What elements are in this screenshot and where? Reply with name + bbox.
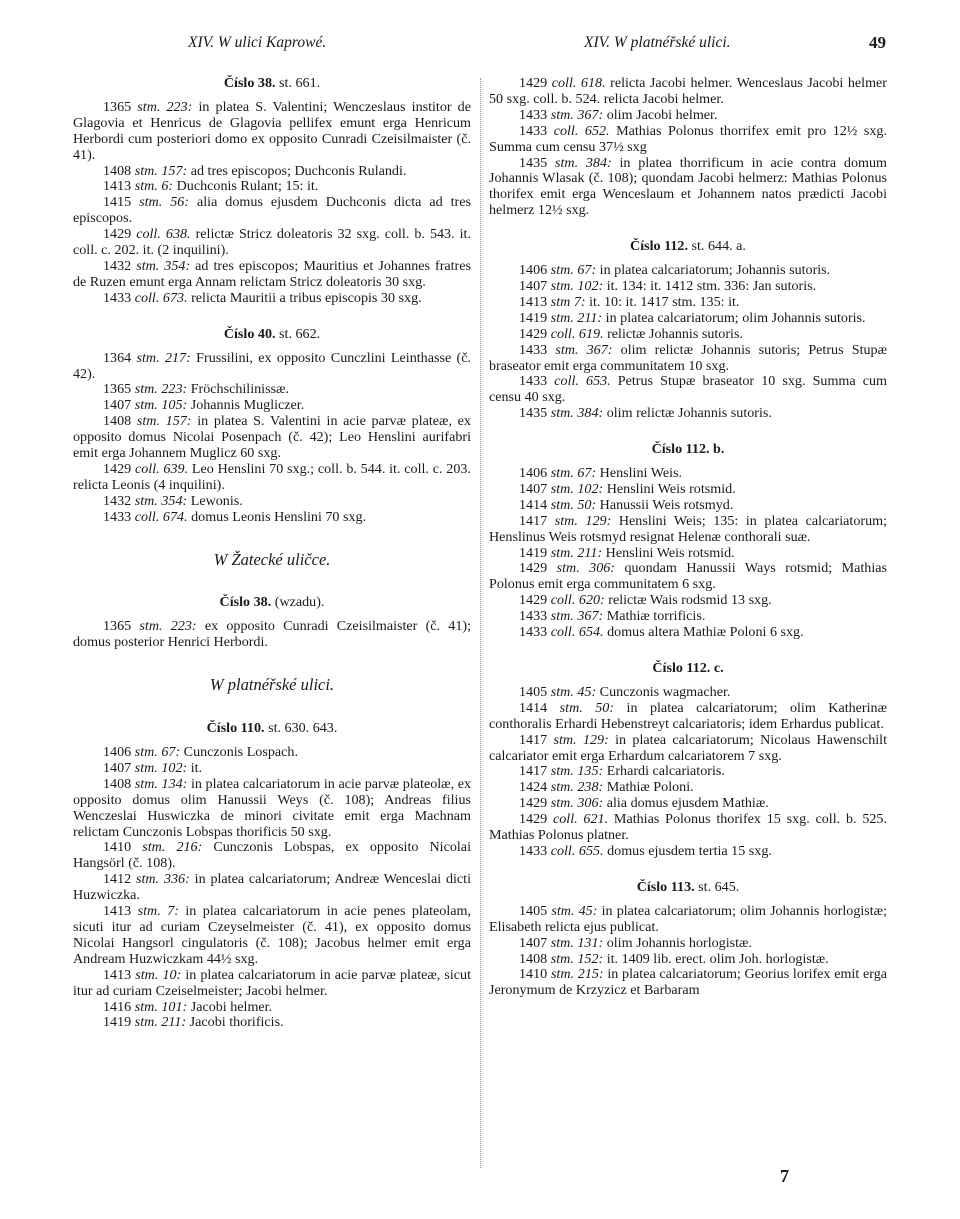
entry-text: Mathias Polonus thorrifex emit pro 12½ sxg. Summa cum censu 37½ sxg bbox=[489, 122, 887, 155]
record-entry bbox=[489, 593, 887, 609]
entry-reference: stm. 211: bbox=[134, 1014, 187, 1031]
entry-reference: stm. 50: bbox=[559, 699, 615, 716]
entry-text: in platea S. Valentini; Wenczeslaus institor de Glagovia et Henricus de Glagovia pellifex emunt erga Henricum Herbordi cum posteriori domo ex opposito Cunradi Czeisilmaister (č. 41). bbox=[73, 98, 471, 163]
entry-text: it. 10: it. 1417 stm. 135: it. bbox=[589, 293, 740, 310]
record-entry bbox=[73, 745, 471, 761]
entry-year: 1407 bbox=[103, 397, 132, 414]
street-heading: W platnéřské ulici. bbox=[209, 675, 335, 695]
entry-year: 1433 bbox=[103, 508, 132, 525]
entry-reference: coll. 652. bbox=[553, 122, 610, 139]
record-entry bbox=[489, 108, 887, 124]
entry-text: olim Johannis horlogistæ. bbox=[606, 934, 752, 951]
entry-reference: stm. 101: bbox=[134, 998, 188, 1015]
section-number: Číslo 40. bbox=[223, 325, 276, 342]
entry-text: in platea calcariatorum in acie parvæ plateæ, sicut itur ad curiam Czeiselmeister; Jacobi helmer. bbox=[73, 966, 471, 999]
entry-reference: stm. 238: bbox=[550, 779, 604, 796]
entry-text: alia domus ejusdem Mathiæ. bbox=[606, 795, 769, 812]
entry-text: domus ejusdem tertia 15 sxg. bbox=[607, 842, 772, 859]
entry-text: relictæ Stricz doleatoris 32 sxg. coll. b. 543. it. coll. c. 202. it. (2 inquilini). bbox=[73, 226, 471, 259]
entry-reference: stm. 6: bbox=[134, 178, 174, 195]
entry-year: 1415 bbox=[103, 194, 132, 211]
entry-reference: stm. 7: bbox=[137, 903, 179, 920]
record-entry bbox=[489, 701, 887, 733]
entry-reference: stm. 215: bbox=[550, 966, 604, 983]
entry-year: 1417 bbox=[519, 763, 548, 780]
section-suffix: st. 644. a. bbox=[691, 238, 746, 255]
section-heading bbox=[73, 721, 471, 737]
entry-year: 1413 bbox=[103, 903, 132, 920]
entry-text: Duchconis Rulant; 15: it. bbox=[176, 178, 319, 195]
entry-reference: coll. 674. bbox=[134, 508, 188, 525]
entry-year: 1414 bbox=[519, 496, 548, 513]
section-heading bbox=[489, 880, 887, 896]
record-entry bbox=[73, 494, 471, 510]
record-entry bbox=[489, 952, 887, 968]
entry-year: 1406 bbox=[103, 744, 132, 760]
record-entry bbox=[489, 76, 887, 108]
record-entry bbox=[489, 796, 887, 812]
record-entry bbox=[73, 259, 471, 291]
record-entry bbox=[73, 1015, 471, 1031]
entry-year: 1410 bbox=[103, 839, 132, 856]
entry-year: 1365 bbox=[103, 618, 132, 635]
entry-year: 1433 bbox=[519, 373, 548, 390]
record-entry bbox=[489, 812, 887, 844]
entry-year: 1429 bbox=[519, 811, 548, 828]
entry-text: Mathias Polonus thorifex 15 sxg. coll. b. 525. Mathias Polonus platner. bbox=[489, 811, 887, 844]
record-entry bbox=[489, 514, 887, 546]
record-entry bbox=[489, 343, 887, 375]
entry-reference: stm. 50: bbox=[550, 496, 597, 513]
entry-year: 1419 bbox=[103, 1014, 132, 1031]
entry-year: 1414 bbox=[519, 699, 548, 716]
entry-year: 1406 bbox=[519, 465, 548, 482]
entry-year: 1433 bbox=[519, 842, 548, 859]
section-number: Číslo 112. bbox=[630, 238, 688, 255]
entry-year: 1408 bbox=[519, 950, 548, 967]
entry-year: 1429 bbox=[519, 75, 548, 91]
entry-reference: coll. 654. bbox=[550, 624, 604, 641]
record-entry bbox=[489, 733, 887, 765]
section-number: Číslo 112. b. bbox=[651, 441, 725, 458]
column-divider bbox=[480, 78, 481, 1168]
record-entry bbox=[489, 295, 887, 311]
entry-text: ex opposito Cunradi Czeisilmaister (č. 41); domus posterior Henrici Herbordi. bbox=[73, 618, 472, 651]
entry-text: in platea calcariatorum; olim Johannis sutoris. bbox=[605, 309, 866, 326]
entry-text: Mathiæ Poloni. bbox=[606, 779, 694, 796]
right-column bbox=[489, 76, 887, 999]
entry-year: 1410 bbox=[519, 966, 548, 983]
entry-text: in platea calcariatorum; Nicolaus Hawenschilt calcariator emit erga Erhardum calcariatorem 7 sxg. bbox=[489, 731, 887, 764]
section-suffix: st. 661. bbox=[279, 75, 321, 91]
entry-reference: stm. 223: bbox=[134, 381, 188, 398]
entry-year: 1429 bbox=[519, 592, 548, 609]
section-heading bbox=[73, 76, 471, 92]
record-entry bbox=[73, 164, 471, 180]
entry-year: 1413 bbox=[103, 178, 132, 195]
entry-year: 1416 bbox=[103, 998, 132, 1015]
entry-year: 1406 bbox=[519, 262, 548, 279]
entry-reference: stm. 216: bbox=[142, 839, 203, 856]
record-entry bbox=[73, 382, 471, 398]
record-entry bbox=[489, 546, 887, 562]
entry-reference: stm. 152: bbox=[550, 950, 604, 967]
section-heading bbox=[489, 442, 887, 458]
left-column bbox=[73, 76, 471, 1031]
entry-text: Cunczonis wagmacher. bbox=[599, 683, 731, 700]
entry-reference: stm. 45: bbox=[550, 683, 597, 700]
entry-text: in platea calcariatorum; olim Katherinæ conthoralis Erhardi Hebenstreyt calcariatoris; idem Erhardus publicat. bbox=[489, 699, 887, 732]
entry-year: 1429 bbox=[103, 460, 132, 477]
entry-text: ad tres episcopos; Mauritius et Johannes fratres de Ruzen emunt erga Annam relictam Stricz doleatoris 30 sxg. bbox=[73, 257, 471, 290]
record-entry bbox=[489, 327, 887, 343]
entry-year: 1419 bbox=[519, 544, 548, 561]
record-entry bbox=[73, 872, 471, 904]
section-suffix: (wzadu). bbox=[274, 594, 325, 611]
entry-year: 1433 bbox=[103, 289, 132, 306]
entry-year: 1364 bbox=[103, 349, 132, 366]
entry-text: Cunczonis Lospach. bbox=[183, 744, 298, 760]
entry-reference: stm. 336: bbox=[136, 871, 190, 888]
section-suffix: st. 662. bbox=[279, 325, 321, 342]
entry-reference: stm. 367: bbox=[550, 106, 604, 123]
entry-text: Leo Henslini 70 sxg.; coll. b. 544. it. coll. c. 203. relicta Leonis (4 inquilini). bbox=[73, 460, 471, 493]
entry-year: 1417 bbox=[519, 731, 548, 748]
entry-year: 1433 bbox=[519, 122, 548, 139]
entry-year: 1435 bbox=[519, 154, 548, 171]
entry-text: in platea calcariatorum; Johannis sutoris. bbox=[599, 262, 831, 279]
entry-reference: coll. 653. bbox=[554, 373, 611, 390]
entry-text: relictæ Johannis sutoris. bbox=[607, 325, 743, 342]
record-entry bbox=[73, 291, 471, 307]
entry-reference: stm. 135: bbox=[550, 763, 604, 780]
record-entry bbox=[489, 374, 887, 406]
entry-year: 1413 bbox=[519, 293, 548, 310]
entry-text: in platea S. Valentini in acie parvæ plateæ, ex opposito domus Nicolai Posenpach (č. 42); Leo Henslini aurifabri emit erga Johannem Muglicz 60 sxg. bbox=[73, 413, 471, 462]
record-entry bbox=[73, 619, 471, 651]
page-number: 49 bbox=[869, 33, 886, 52]
section-number: Číslo 110. bbox=[206, 720, 265, 737]
entry-text: it. 1409 lib. erect. olim Joh. horlogistæ. bbox=[606, 950, 829, 967]
record-entry bbox=[73, 761, 471, 777]
entry-text: Henslini Weis rotsmid. bbox=[606, 480, 736, 497]
entry-text: Erhardi calcariatoris. bbox=[606, 763, 725, 780]
entry-reference: coll. 639. bbox=[134, 460, 189, 477]
entry-reference: stm. 223: bbox=[139, 618, 197, 635]
record-entry bbox=[489, 406, 887, 422]
entry-year: 1419 bbox=[519, 309, 548, 326]
entry-reference: coll. 621. bbox=[552, 811, 609, 828]
entry-reference: coll. 618. bbox=[551, 75, 606, 91]
record-entry bbox=[73, 840, 471, 872]
section-number: Číslo 38. bbox=[219, 594, 272, 611]
entry-text: relictæ Wais rodsmid 13 sxg. bbox=[608, 592, 772, 609]
record-entry bbox=[73, 968, 471, 1000]
running-header bbox=[0, 34, 960, 58]
entry-year: 1408 bbox=[103, 162, 132, 179]
entry-text: alia domus ejusdem Duchconis dicta ad tres episcopos. bbox=[73, 194, 471, 227]
record-entry bbox=[489, 498, 887, 514]
entry-reference: stm. 10: bbox=[135, 966, 182, 983]
entry-reference: coll. 620: bbox=[550, 592, 605, 609]
section-heading bbox=[73, 595, 471, 611]
entry-reference: coll. 673. bbox=[134, 289, 188, 306]
entry-reference: stm. 306: bbox=[556, 560, 615, 577]
record-entry bbox=[489, 124, 887, 156]
entry-year: 1433 bbox=[519, 341, 548, 358]
record-entry bbox=[73, 195, 471, 227]
entry-year: 1407 bbox=[519, 277, 548, 294]
entry-reference: stm. 354: bbox=[136, 257, 191, 274]
entry-year: 1435 bbox=[519, 405, 548, 422]
record-entry bbox=[489, 780, 887, 796]
entry-year: 1365 bbox=[103, 98, 132, 115]
record-entry bbox=[489, 764, 887, 780]
entry-reference: stm. 157: bbox=[134, 162, 188, 179]
signature-mark: 7 bbox=[780, 1166, 789, 1186]
entry-text: Petrus Stupæ braseator 10 sxg. Summa cum censu 40 sxg. bbox=[489, 373, 887, 406]
entry-reference: stm. 211: bbox=[550, 309, 603, 326]
entry-text: Cunczonis Lobspas, ex opposito Nicolai Hangsörl (č. 108). bbox=[73, 839, 471, 872]
entry-text: relicta Mauritii a tribus episcopis 30 sxg. bbox=[191, 289, 422, 306]
entry-reference: stm. 67: bbox=[134, 744, 181, 760]
section-number: Číslo 113. bbox=[636, 878, 695, 895]
entry-text: Johannis Mugliczer. bbox=[190, 397, 305, 414]
entry-reference: coll. 638. bbox=[136, 226, 191, 243]
record-entry bbox=[73, 904, 471, 968]
entry-year: 1424 bbox=[519, 779, 548, 796]
record-entry bbox=[73, 351, 471, 383]
entry-text: Frussilini, ex opposito Cunczlini Leinthasse (č. 42). bbox=[73, 349, 472, 382]
entry-year: 1407 bbox=[519, 480, 548, 497]
section-heading bbox=[489, 661, 887, 677]
entry-reference: stm. 367: bbox=[550, 608, 604, 625]
entry-text: it. bbox=[190, 759, 203, 776]
entry-text: in platea thorrificum in acie contra domum Johannis Wlasak (č. 108); quondam Jacobi helmerz: Mathias Polonus thorifex emit erga Wenceslaum et Johannem natos prædicti Jacobi helmerz 12½ sxg. bbox=[489, 154, 887, 219]
record-entry bbox=[489, 936, 887, 952]
entry-year: 1365 bbox=[103, 381, 132, 398]
record-entry bbox=[489, 561, 887, 593]
entry-text: Hanussii Weis rotsmyd. bbox=[599, 496, 734, 513]
entry-reference: stm. 306: bbox=[550, 795, 604, 812]
entry-text: domus Leonis Henslini 70 sxg. bbox=[191, 508, 367, 525]
entry-reference: coll. 619. bbox=[550, 325, 604, 342]
record-entry bbox=[489, 279, 887, 295]
record-entry bbox=[489, 482, 887, 498]
entry-year: 1405 bbox=[519, 902, 548, 919]
entry-text: Fröchschilinissæ. bbox=[190, 381, 289, 398]
entry-year: 1432 bbox=[103, 492, 132, 509]
section-number: Číslo 112. c. bbox=[652, 660, 724, 676]
entry-reference: stm. 354: bbox=[134, 492, 188, 509]
entry-reference: stm. 45: bbox=[551, 902, 598, 919]
entry-text: Henslini Weis rotsmid. bbox=[605, 544, 735, 561]
entry-text: domus altera Mathiæ Poloni 6 sxg. bbox=[607, 624, 804, 641]
entry-reference: stm. 367: bbox=[555, 341, 613, 358]
section-number: Číslo 38. bbox=[223, 75, 276, 91]
entry-reference: stm. 129: bbox=[554, 512, 612, 529]
section-suffix: st. 630. 643. bbox=[268, 720, 338, 737]
record-entry bbox=[489, 263, 887, 279]
entry-text: in platea calcariatorum in acie parvæ plateolæ, ex opposito domus olim Hanussii Weys (č. 108); Andreas filius Wenczeslai Huswiczka de minori civitate emit erga Machnam relictam Cunczonis Lobspas thorificis 50 sxg. bbox=[73, 775, 472, 840]
record-entry bbox=[73, 777, 471, 841]
entry-reference: stm. 102: bbox=[134, 759, 188, 776]
record-entry bbox=[73, 179, 471, 195]
entry-reference: stm. 129: bbox=[553, 731, 609, 748]
entry-reference: stm. 384: bbox=[554, 154, 612, 171]
entry-text: Mathiæ torrificis. bbox=[606, 608, 706, 625]
entry-reference: coll. 655. bbox=[550, 842, 604, 859]
header-right-title: XIV. W platnéřské ulici. bbox=[584, 34, 731, 51]
entry-text: in platea calcariatorum; Georius lorifex emit erga Jeronymum de Krzyzicz et Barbaram bbox=[489, 966, 887, 999]
entry-text: quondam Hanussii Ways rotsmid; Mathias Polonus emit erga communitatem 6 sxg. bbox=[489, 560, 888, 593]
entry-text: olim Jacobi helmer. bbox=[606, 106, 718, 123]
record-entry bbox=[489, 844, 887, 860]
entry-year: 1433 bbox=[519, 624, 548, 641]
record-entry bbox=[489, 311, 887, 327]
street-heading: W Žatecké uličce. bbox=[213, 549, 331, 569]
entry-reference: stm. 67: bbox=[550, 465, 597, 482]
entry-year: 1413 bbox=[103, 966, 132, 983]
entry-year: 1407 bbox=[103, 759, 132, 776]
entry-reference: stm. 157: bbox=[136, 413, 192, 430]
entry-reference: stm. 134: bbox=[134, 775, 188, 792]
entry-reference: stm. 105: bbox=[134, 397, 188, 414]
entry-year: 1433 bbox=[519, 106, 548, 123]
record-entry bbox=[73, 1000, 471, 1016]
entry-reference: stm. 131: bbox=[550, 934, 604, 951]
entry-reference: stm 7: bbox=[550, 293, 586, 310]
record-entry bbox=[489, 609, 887, 625]
record-entry bbox=[73, 462, 471, 494]
section-heading bbox=[73, 327, 471, 343]
record-entry bbox=[73, 100, 471, 164]
entry-reference: stm. 102: bbox=[550, 277, 604, 294]
record-entry bbox=[73, 510, 471, 526]
entry-year: 1408 bbox=[103, 413, 132, 430]
entry-reference: stm. 384: bbox=[550, 405, 604, 422]
entry-year: 1407 bbox=[519, 934, 548, 951]
record-entry bbox=[73, 227, 471, 259]
record-entry bbox=[489, 466, 887, 482]
entry-text: Lewonis. bbox=[190, 492, 243, 509]
entry-text: olim relictæ Johannis sutoris; Petrus Stupæ braseator emit erga communitatem 10 sxg. bbox=[489, 341, 887, 374]
entry-year: 1405 bbox=[519, 683, 548, 700]
entry-year: 1432 bbox=[103, 257, 132, 274]
entry-year: 1408 bbox=[103, 775, 132, 792]
record-entry bbox=[489, 625, 887, 641]
entry-year: 1429 bbox=[519, 560, 548, 577]
section-heading bbox=[489, 239, 887, 255]
entry-text: olim relictæ Johannis sutoris. bbox=[606, 405, 772, 422]
entry-text: in platea calcariatorum; Andreæ Wenceslai dicti Huzwiczka. bbox=[73, 871, 472, 904]
entry-text: it. 134: it. 1412 stm. 336: Jan sutoris. bbox=[606, 277, 817, 294]
entry-year: 1417 bbox=[519, 512, 548, 529]
entry-year: 1412 bbox=[103, 871, 132, 888]
record-entry bbox=[489, 967, 887, 999]
entry-text: Jacobi helmer. bbox=[190, 998, 273, 1015]
entry-year: 1429 bbox=[103, 226, 132, 243]
record-entry bbox=[489, 904, 887, 936]
entry-text: Henslini Weis. bbox=[599, 465, 683, 482]
entry-reference: stm. 211: bbox=[550, 544, 603, 561]
entry-year: 1433 bbox=[519, 608, 548, 625]
entry-reference: stm. 102: bbox=[550, 480, 604, 497]
entry-text: Henslini Weis; 135: in platea calcariatorum; Henslinus Weis rotsmyd resignat Helenæ conthorali suæ. bbox=[489, 512, 887, 545]
record-entry bbox=[489, 685, 887, 701]
entry-text: in platea calcariatorum; olim Johannis horlogistæ; Elisabeth relicta ejus publicat. bbox=[489, 902, 887, 935]
entry-text: in platea calcariatorum in acie penes plateolam, sicuti itur ad curiam Czeyselmeister (č. 41), ex opposito domus Nicolai Hangsorl cingulatoris (č. 108); Jacobus helmer emit erga Andream Huzwiczkam 44½ sxg. bbox=[73, 903, 471, 967]
section-suffix: st. 645. bbox=[698, 878, 740, 895]
entry-text: relicta Jacobi helmer. Wenceslaus Jacobi helmer 50 sxg. coll. b. 524. relicta Jacobi helmer. bbox=[489, 75, 887, 107]
entry-text: Jacobi thorificis. bbox=[189, 1014, 284, 1031]
record-entry bbox=[73, 398, 471, 414]
entry-reference: stm. 56: bbox=[139, 194, 190, 211]
record-entry bbox=[73, 414, 471, 462]
entry-text: ad tres episcopos; Duchconis Rulandi. bbox=[190, 162, 407, 179]
entry-year: 1429 bbox=[519, 325, 548, 342]
header-left-title: XIV. W ulici Kaprowé. bbox=[188, 34, 327, 51]
entry-reference: stm. 67: bbox=[550, 262, 597, 279]
entry-reference: stm. 217: bbox=[136, 349, 191, 366]
record-entry bbox=[489, 156, 887, 220]
entry-reference: stm. 223: bbox=[137, 98, 193, 115]
entry-year: 1429 bbox=[519, 795, 548, 812]
